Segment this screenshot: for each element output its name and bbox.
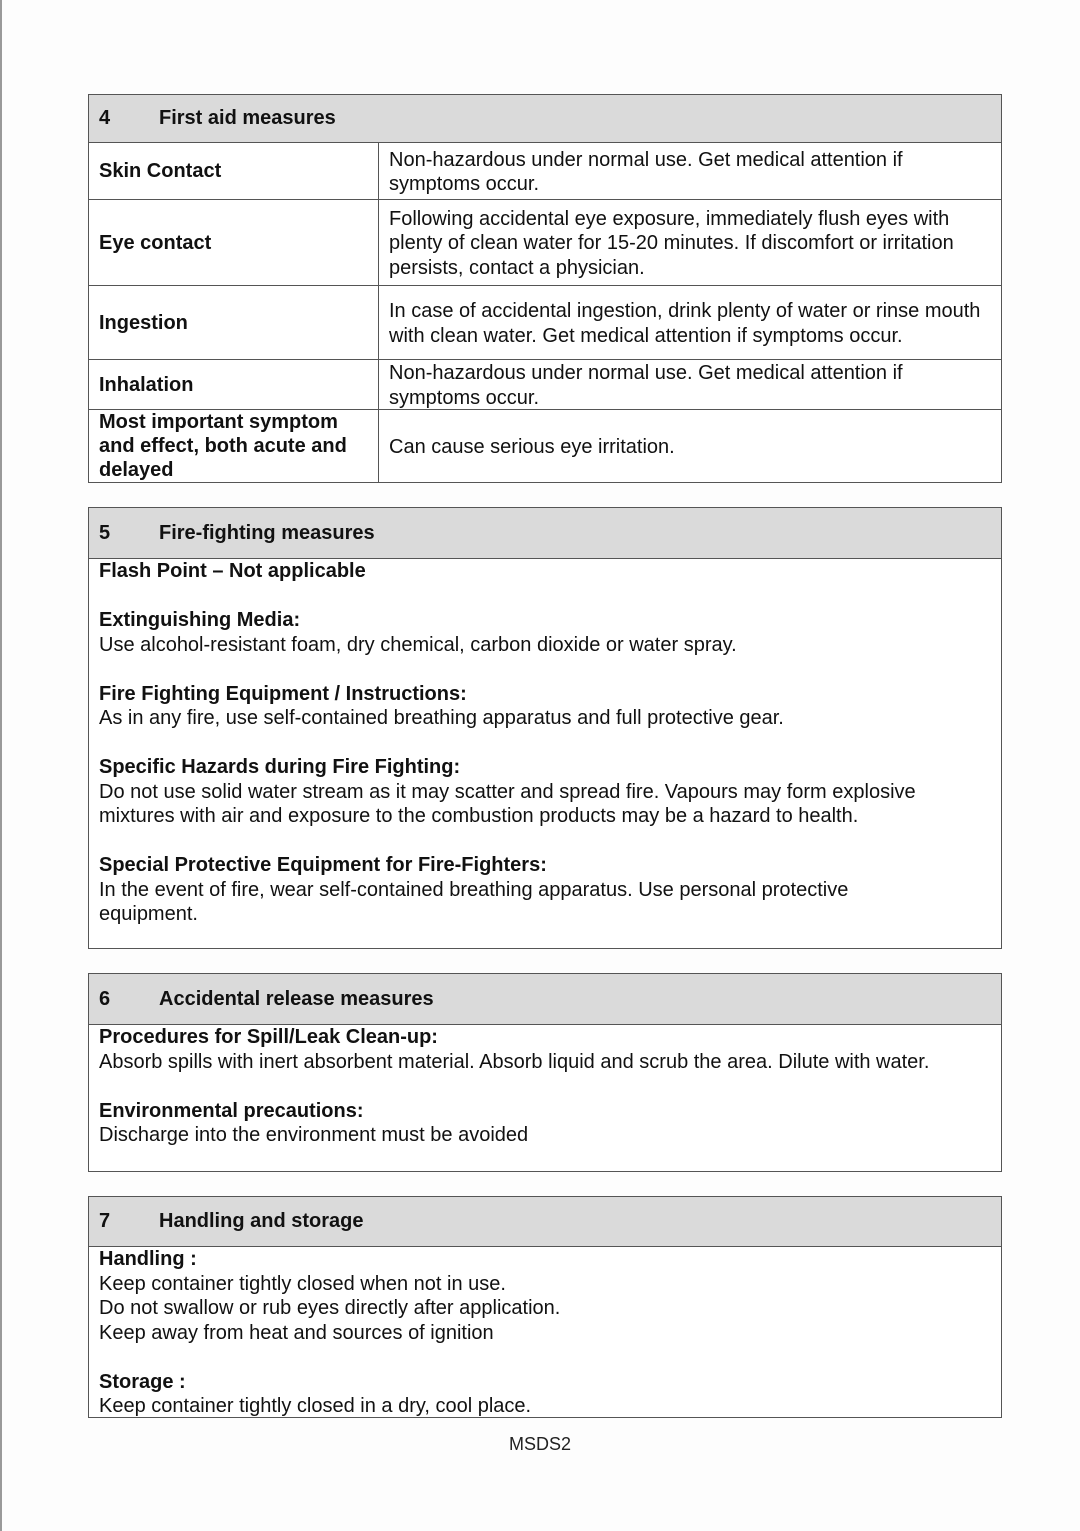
section-number: 4 [99, 107, 111, 129]
section-title: Accidental release measures [159, 987, 434, 1010]
text-ppe: In the event of fire, wear self-contained breathing apparatus. Use personal protective equipment. [99, 878, 849, 925]
row-value: Non-hazardous under normal use. Get medical attention if symptoms occur. [389, 362, 903, 409]
text-spill: Absorb spills with inert absorbent material. Absorb liquid and scrub the area. Dilute with water. [99, 1050, 930, 1073]
page-footer: MSDS2 [508, 1434, 571, 1454]
section-header [89, 974, 1001, 1025]
section-body [89, 559, 1001, 927]
handling-line: Keep container tightly closed when not in use. [99, 1272, 506, 1295]
subhead-handling: Handling : [99, 1248, 197, 1270]
text-storage: Keep container tightly closed in a dry, cool place. [99, 1395, 532, 1417]
table-row [89, 410, 1001, 482]
subhead-storage: Storage : [99, 1370, 186, 1393]
section-header [89, 508, 1001, 559]
section-first-aid [88, 94, 1002, 483]
row-value: Following accidental eye exposure, immediately flush eyes with plenty of clean water for 15-20 minutes. If discomfort or irritation persists, contact a physician. [389, 207, 954, 279]
subhead-hazards: Specific Hazards during Fire Fighting: [99, 756, 461, 778]
section-fire-fighting [88, 507, 1002, 949]
handling-line: Keep away from heat and sources of ignition [99, 1321, 494, 1344]
row-label: Ingestion [89, 286, 379, 359]
section-handling-storage [88, 1196, 1002, 1418]
table-row [89, 200, 1001, 286]
section-title: Handling and storage [159, 1210, 364, 1232]
handling-line: Do not swallow or rub eyes directly after application. [99, 1297, 561, 1319]
row-label: Skin Contact [89, 143, 379, 199]
section-number: 6 [99, 987, 111, 1010]
section-accidental-release [88, 973, 1002, 1172]
section-title: Fire-fighting measures [159, 521, 375, 544]
row-label: Most important symptom and effect, both acute and delayed [89, 410, 379, 482]
section-body [89, 1247, 1001, 1419]
section-header [89, 95, 1001, 143]
table-row [89, 143, 1001, 200]
subhead-extinguishing-media: Extinguishing Media: [99, 609, 301, 631]
text-environmental: Discharge into the environment must be avoided [99, 1124, 529, 1146]
subhead-ppe: Special Protective Equipment for Fire-Fighters: [99, 854, 547, 876]
subhead-environmental: Environmental precautions: [99, 1099, 364, 1122]
text-hazards: Do not use solid water stream as it may scatter and spread fire. Vapours may form explosive mixtures with air and exposure to the combustion products may be a hazard to health. [99, 780, 916, 827]
table-row [89, 286, 1001, 360]
section-body [89, 1025, 1001, 1148]
row-value: Can cause serious eye irritation. [389, 435, 675, 458]
section-number: 5 [99, 521, 111, 544]
row-value: Non-hazardous under normal use. Get medical attention if symptoms occur. [389, 148, 903, 195]
section-number: 7 [99, 1210, 111, 1232]
subhead-spill: Procedures for Spill/Leak Clean-up: [99, 1026, 438, 1048]
section-title: First aid measures [159, 107, 336, 129]
row-label: Inhalation [89, 360, 379, 409]
subhead-equipment: Fire Fighting Equipment / Instructions: [99, 682, 467, 705]
row-value: In case of accidental ingestion, drink plenty of water or rinse mouth with clean water. Get medical attention if symptoms occur. [389, 300, 981, 347]
table-row [89, 360, 1001, 410]
text-equipment: As in any fire, use self-contained breathing apparatus and full protective gear. [99, 707, 784, 729]
section-header [89, 1197, 1001, 1247]
flash-point: Flash Point – Not applicable [99, 560, 366, 582]
text-extinguishing-media: Use alcohol-resistant foam, dry chemical, carbon dioxide or water spray. [99, 633, 737, 656]
page-edge [0, 0, 2, 1531]
row-label: Eye contact [89, 200, 379, 285]
